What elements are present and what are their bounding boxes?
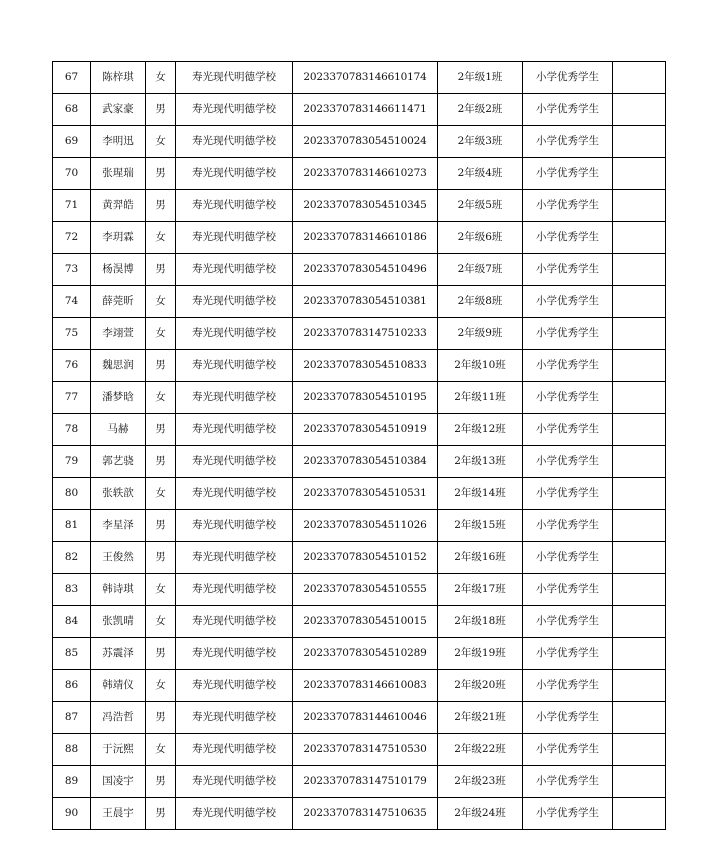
student-name: 苏震泽 bbox=[91, 638, 146, 670]
roster-body bbox=[53, 62, 666, 830]
student-gender: 男 bbox=[146, 158, 176, 190]
row-number: 82 bbox=[53, 542, 91, 574]
student-gender: 女 bbox=[146, 670, 176, 702]
student-id: 2023370783054510289 bbox=[293, 638, 438, 670]
note-cell bbox=[613, 254, 666, 286]
row-number: 83 bbox=[53, 574, 91, 606]
note-cell bbox=[613, 94, 666, 126]
student-name: 王俊然 bbox=[91, 542, 146, 574]
table-row bbox=[53, 318, 666, 350]
table-row bbox=[53, 734, 666, 766]
school-name: 寿光现代明德学校 bbox=[176, 94, 293, 126]
table-row bbox=[53, 158, 666, 190]
student-name: 韩靖仪 bbox=[91, 670, 146, 702]
row-number: 70 bbox=[53, 158, 91, 190]
row-number: 79 bbox=[53, 446, 91, 478]
note-cell bbox=[613, 606, 666, 638]
row-number: 74 bbox=[53, 286, 91, 318]
note-cell bbox=[613, 190, 666, 222]
student-name: 韩诗琪 bbox=[91, 574, 146, 606]
student-roster-table bbox=[52, 61, 666, 830]
student-id: 2023370783146610186 bbox=[293, 222, 438, 254]
school-name: 寿光现代明德学校 bbox=[176, 350, 293, 382]
student-name: 冯浩哲 bbox=[91, 702, 146, 734]
row-number: 68 bbox=[53, 94, 91, 126]
student-gender: 女 bbox=[146, 382, 176, 414]
note-cell bbox=[613, 638, 666, 670]
table-row bbox=[53, 510, 666, 542]
note-cell bbox=[613, 286, 666, 318]
class-name: 2年级7班 bbox=[438, 254, 523, 286]
note-cell bbox=[613, 222, 666, 254]
student-gender: 男 bbox=[146, 542, 176, 574]
student-gender: 女 bbox=[146, 574, 176, 606]
class-name: 2年级23班 bbox=[438, 766, 523, 798]
student-name: 马赫 bbox=[91, 414, 146, 446]
student-id: 2023370783054510152 bbox=[293, 542, 438, 574]
student-gender: 男 bbox=[146, 702, 176, 734]
student-gender: 男 bbox=[146, 190, 176, 222]
class-name: 2年级17班 bbox=[438, 574, 523, 606]
table-row bbox=[53, 382, 666, 414]
school-name: 寿光现代明德学校 bbox=[176, 638, 293, 670]
student-gender: 女 bbox=[146, 734, 176, 766]
class-name: 2年级10班 bbox=[438, 350, 523, 382]
school-name: 寿光现代明德学校 bbox=[176, 670, 293, 702]
student-id: 2023370783147510179 bbox=[293, 766, 438, 798]
school-name: 寿光现代明德学校 bbox=[176, 766, 293, 798]
school-name: 寿光现代明德学校 bbox=[176, 478, 293, 510]
row-number: 76 bbox=[53, 350, 91, 382]
table-row bbox=[53, 670, 666, 702]
row-number: 73 bbox=[53, 254, 91, 286]
class-name: 2年级18班 bbox=[438, 606, 523, 638]
school-name: 寿光现代明德学校 bbox=[176, 702, 293, 734]
school-name: 寿光现代明德学校 bbox=[176, 414, 293, 446]
student-id: 2023370783147510635 bbox=[293, 798, 438, 830]
award-title: 小学优秀学生 bbox=[523, 798, 613, 830]
school-name: 寿光现代明德学校 bbox=[176, 734, 293, 766]
award-title: 小学优秀学生 bbox=[523, 414, 613, 446]
student-name: 陈梓琪 bbox=[91, 62, 146, 94]
student-gender: 男 bbox=[146, 798, 176, 830]
student-gender: 男 bbox=[146, 446, 176, 478]
student-id: 2023370783146610083 bbox=[293, 670, 438, 702]
school-name: 寿光现代明德学校 bbox=[176, 574, 293, 606]
school-name: 寿光现代明德学校 bbox=[176, 382, 293, 414]
student-id: 2023370783146611471 bbox=[293, 94, 438, 126]
row-number: 75 bbox=[53, 318, 91, 350]
student-name: 李明迅 bbox=[91, 126, 146, 158]
row-number: 69 bbox=[53, 126, 91, 158]
class-name: 2年级2班 bbox=[438, 94, 523, 126]
class-name: 2年级9班 bbox=[438, 318, 523, 350]
award-title: 小学优秀学生 bbox=[523, 126, 613, 158]
class-name: 2年级11班 bbox=[438, 382, 523, 414]
school-name: 寿光现代明德学校 bbox=[176, 286, 293, 318]
student-name: 张瑆瑞 bbox=[91, 158, 146, 190]
student-name: 于沅熙 bbox=[91, 734, 146, 766]
table-row bbox=[53, 254, 666, 286]
student-gender: 男 bbox=[146, 254, 176, 286]
award-title: 小学优秀学生 bbox=[523, 606, 613, 638]
row-number: 89 bbox=[53, 766, 91, 798]
student-name: 武家豪 bbox=[91, 94, 146, 126]
student-name: 张轶歆 bbox=[91, 478, 146, 510]
row-number: 90 bbox=[53, 798, 91, 830]
class-name: 2年级13班 bbox=[438, 446, 523, 478]
student-id: 2023370783054510015 bbox=[293, 606, 438, 638]
note-cell bbox=[613, 510, 666, 542]
student-gender: 女 bbox=[146, 62, 176, 94]
student-id: 2023370783054510024 bbox=[293, 126, 438, 158]
table-row bbox=[53, 606, 666, 638]
school-name: 寿光现代明德学校 bbox=[176, 446, 293, 478]
student-id: 2023370783054510381 bbox=[293, 286, 438, 318]
school-name: 寿光现代明德学校 bbox=[176, 798, 293, 830]
award-title: 小学优秀学生 bbox=[523, 190, 613, 222]
table-row bbox=[53, 190, 666, 222]
table-row bbox=[53, 94, 666, 126]
student-id: 2023370783054510345 bbox=[293, 190, 438, 222]
student-id: 2023370783147510530 bbox=[293, 734, 438, 766]
class-name: 2年级1班 bbox=[438, 62, 523, 94]
note-cell bbox=[613, 446, 666, 478]
student-name: 郭艺骁 bbox=[91, 446, 146, 478]
table-row bbox=[53, 414, 666, 446]
student-gender: 女 bbox=[146, 126, 176, 158]
student-id: 2023370783054510555 bbox=[293, 574, 438, 606]
note-cell bbox=[613, 158, 666, 190]
award-title: 小学优秀学生 bbox=[523, 446, 613, 478]
note-cell bbox=[613, 798, 666, 830]
row-number: 72 bbox=[53, 222, 91, 254]
row-number: 84 bbox=[53, 606, 91, 638]
award-title: 小学优秀学生 bbox=[523, 158, 613, 190]
award-title: 小学优秀学生 bbox=[523, 222, 613, 254]
school-name: 寿光现代明德学校 bbox=[176, 606, 293, 638]
row-number: 77 bbox=[53, 382, 91, 414]
note-cell bbox=[613, 414, 666, 446]
table-row bbox=[53, 62, 666, 94]
class-name: 2年级20班 bbox=[438, 670, 523, 702]
student-id: 2023370783146610273 bbox=[293, 158, 438, 190]
student-id: 2023370783147510233 bbox=[293, 318, 438, 350]
award-title: 小学优秀学生 bbox=[523, 350, 613, 382]
student-gender: 男 bbox=[146, 510, 176, 542]
note-cell bbox=[613, 318, 666, 350]
student-name: 杨淏博 bbox=[91, 254, 146, 286]
student-id: 2023370783144610046 bbox=[293, 702, 438, 734]
award-title: 小学优秀学生 bbox=[523, 542, 613, 574]
table-row bbox=[53, 766, 666, 798]
school-name: 寿光现代明德学校 bbox=[176, 254, 293, 286]
table-row bbox=[53, 222, 666, 254]
school-name: 寿光现代明德学校 bbox=[176, 126, 293, 158]
award-title: 小学优秀学生 bbox=[523, 766, 613, 798]
class-name: 2年级24班 bbox=[438, 798, 523, 830]
class-name: 2年级5班 bbox=[438, 190, 523, 222]
class-name: 2年级19班 bbox=[438, 638, 523, 670]
note-cell bbox=[613, 574, 666, 606]
class-name: 2年级15班 bbox=[438, 510, 523, 542]
row-number: 86 bbox=[53, 670, 91, 702]
row-number: 78 bbox=[53, 414, 91, 446]
school-name: 寿光现代明德学校 bbox=[176, 318, 293, 350]
student-name: 国凌宇 bbox=[91, 766, 146, 798]
award-title: 小学优秀学生 bbox=[523, 62, 613, 94]
award-title: 小学优秀学生 bbox=[523, 286, 613, 318]
student-name: 魏思润 bbox=[91, 350, 146, 382]
row-number: 81 bbox=[53, 510, 91, 542]
school-name: 寿光现代明德学校 bbox=[176, 158, 293, 190]
class-name: 2年级16班 bbox=[438, 542, 523, 574]
student-id: 2023370783054510195 bbox=[293, 382, 438, 414]
table-row bbox=[53, 638, 666, 670]
class-name: 2年级12班 bbox=[438, 414, 523, 446]
award-title: 小学优秀学生 bbox=[523, 638, 613, 670]
row-number: 88 bbox=[53, 734, 91, 766]
note-cell bbox=[613, 382, 666, 414]
award-title: 小学优秀学生 bbox=[523, 574, 613, 606]
class-name: 2年级14班 bbox=[438, 478, 523, 510]
award-title: 小学优秀学生 bbox=[523, 254, 613, 286]
table-row bbox=[53, 542, 666, 574]
student-id: 2023370783054511026 bbox=[293, 510, 438, 542]
student-gender: 女 bbox=[146, 318, 176, 350]
student-gender: 男 bbox=[146, 94, 176, 126]
student-name: 黄羿皓 bbox=[91, 190, 146, 222]
class-name: 2年级21班 bbox=[438, 702, 523, 734]
student-id: 2023370783054510531 bbox=[293, 478, 438, 510]
table-row bbox=[53, 126, 666, 158]
table-row bbox=[53, 350, 666, 382]
row-number: 87 bbox=[53, 702, 91, 734]
school-name: 寿光现代明德学校 bbox=[176, 222, 293, 254]
student-gender: 男 bbox=[146, 414, 176, 446]
student-name: 李星泽 bbox=[91, 510, 146, 542]
row-number: 85 bbox=[53, 638, 91, 670]
school-name: 寿光现代明德学校 bbox=[176, 510, 293, 542]
student-gender: 男 bbox=[146, 766, 176, 798]
student-name: 薛莞昕 bbox=[91, 286, 146, 318]
school-name: 寿光现代明德学校 bbox=[176, 542, 293, 574]
student-id: 2023370783054510496 bbox=[293, 254, 438, 286]
award-title: 小学优秀学生 bbox=[523, 94, 613, 126]
table-row bbox=[53, 798, 666, 830]
award-title: 小学优秀学生 bbox=[523, 734, 613, 766]
school-name: 寿光现代明德学校 bbox=[176, 190, 293, 222]
note-cell bbox=[613, 478, 666, 510]
student-name: 王晨宇 bbox=[91, 798, 146, 830]
student-id: 2023370783146610174 bbox=[293, 62, 438, 94]
note-cell bbox=[613, 542, 666, 574]
row-number: 71 bbox=[53, 190, 91, 222]
class-name: 2年级22班 bbox=[438, 734, 523, 766]
award-title: 小学优秀学生 bbox=[523, 478, 613, 510]
student-name: 张凯晴 bbox=[91, 606, 146, 638]
class-name: 2年级6班 bbox=[438, 222, 523, 254]
student-gender: 男 bbox=[146, 350, 176, 382]
award-title: 小学优秀学生 bbox=[523, 318, 613, 350]
note-cell bbox=[613, 126, 666, 158]
award-title: 小学优秀学生 bbox=[523, 702, 613, 734]
table-row bbox=[53, 702, 666, 734]
class-name: 2年级3班 bbox=[438, 126, 523, 158]
note-cell bbox=[613, 62, 666, 94]
school-name: 寿光现代明德学校 bbox=[176, 62, 293, 94]
award-title: 小学优秀学生 bbox=[523, 510, 613, 542]
student-id: 2023370783054510384 bbox=[293, 446, 438, 478]
award-title: 小学优秀学生 bbox=[523, 382, 613, 414]
student-gender: 女 bbox=[146, 478, 176, 510]
table-row bbox=[53, 478, 666, 510]
note-cell bbox=[613, 702, 666, 734]
class-name: 2年级4班 bbox=[438, 158, 523, 190]
award-title: 小学优秀学生 bbox=[523, 670, 613, 702]
student-name: 李翊萱 bbox=[91, 318, 146, 350]
student-gender: 女 bbox=[146, 286, 176, 318]
note-cell bbox=[613, 766, 666, 798]
row-number: 67 bbox=[53, 62, 91, 94]
table-row bbox=[53, 574, 666, 606]
student-gender: 女 bbox=[146, 606, 176, 638]
student-name: 李玥霖 bbox=[91, 222, 146, 254]
table-row bbox=[53, 446, 666, 478]
row-number: 80 bbox=[53, 478, 91, 510]
student-gender: 女 bbox=[146, 222, 176, 254]
note-cell bbox=[613, 350, 666, 382]
class-name: 2年级8班 bbox=[438, 286, 523, 318]
note-cell bbox=[613, 670, 666, 702]
student-id: 2023370783054510833 bbox=[293, 350, 438, 382]
note-cell bbox=[613, 734, 666, 766]
student-name: 潘梦晗 bbox=[91, 382, 146, 414]
table-row bbox=[53, 286, 666, 318]
student-id: 2023370783054510919 bbox=[293, 414, 438, 446]
student-gender: 男 bbox=[146, 638, 176, 670]
